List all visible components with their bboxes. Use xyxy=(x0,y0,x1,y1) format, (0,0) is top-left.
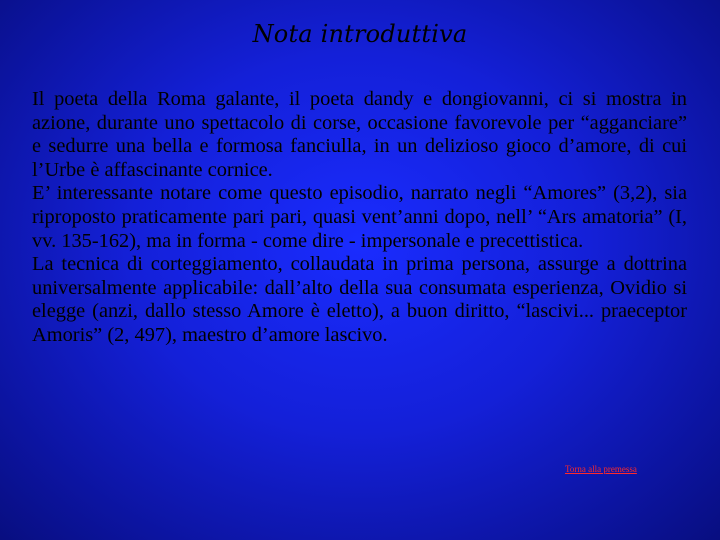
paragraph-courtship-technique: La tecnica di corteggiamento, collaudata in prima persona, assurge a dottrina universalmente applicabile: dall’alto della sua consumata esperienza, Ovidio si elegge (anzi, dallo stesso Amore è eletto), a buon diritto, “lascivi... praeceptor Amoris” (2, 497), maestro d’amore lascivo. xyxy=(32,253,687,346)
paragraph-ars-amatoria: E’ interessante notare come questo episodio, narrato negli “Amores” (3,2), sia riproposto praticamente pari pari, quasi vent’anni dopo, nell’ “Ars amatoria” (I, vv. 135-162), ma in forma - come dire - impersonale e precettistica. xyxy=(32,182,687,252)
slide-body xyxy=(32,88,687,348)
back-to-premise-link[interactable]: Torna alla premessa xyxy=(565,464,637,474)
slide-title: Nota introduttiva xyxy=(252,20,468,48)
paragraph-intro: Il poeta della Roma galante, il poeta dandy e dongiovanni, ci si mostra in azione, durante uno spettacolo di corse, occasione favorevole per “agganciare” e sedurre una bella e formosa fanciulla, in un delizioso gioco d’amore, di cui l’Urbe è affascinante cornice. xyxy=(32,88,687,181)
